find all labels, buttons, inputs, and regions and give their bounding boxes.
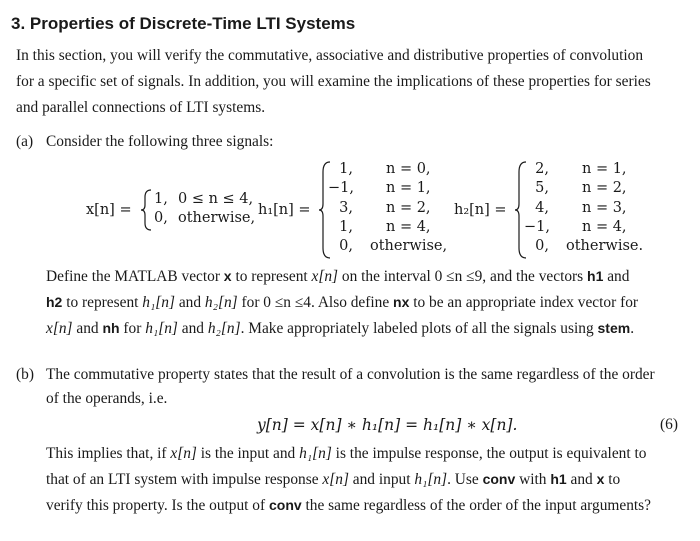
h2-brace-icon — [514, 160, 528, 260]
h1-case-2-cond: n = 1, — [386, 180, 431, 196]
h2-case-3-value: 4, — [535, 200, 549, 216]
h1-case-1-cond: n = 0, — [386, 161, 431, 177]
h1-case-5-value: 0, — [339, 238, 353, 254]
h2-case-1-value: 2, — [535, 161, 549, 177]
part-a-instructions-line-2: h2 to represent h₁[n] and h₂[n] for 0 ≤n ≤4. Also define nx to be an appropriate index vector for — [46, 294, 639, 311]
h2-case-5-value: 0, — [535, 238, 549, 254]
h1-case-3-value: 3, — [339, 200, 353, 216]
x-case-2-value: 0, — [154, 210, 168, 226]
h2-case-2-value: 5, — [535, 180, 549, 196]
h2-case-4-value: −1, — [524, 219, 550, 235]
section-heading: 3. Properties of Discrete-Time LTI Systems — [11, 14, 356, 33]
part-a-lead: Consider the following three signals: — [46, 133, 274, 150]
x-brace-icon — [140, 188, 154, 232]
code-nh: nh — [102, 320, 120, 336]
h1-case-1-value: 1, — [339, 161, 353, 177]
h2-case-3-cond: n = 3, — [582, 200, 627, 216]
x-case-1-value: 1, — [154, 191, 168, 207]
code-x-b: x — [596, 471, 605, 487]
x-lhs: x[n] = — [86, 202, 132, 218]
x-case-1-cond: 0 ≤ n ≤ 4, — [178, 191, 254, 207]
intro-line-1: In this section, you will verify the commutative, associative and distributive properties of convolution — [16, 47, 644, 64]
h1-lhs: h₁[n] = — [258, 202, 311, 218]
code-conv: conv — [482, 471, 516, 487]
code-stem: stem — [597, 320, 631, 336]
part-b-label: (b) — [16, 366, 34, 383]
part-a-label: (a) — [16, 133, 34, 150]
h1-case-4-value: 1, — [339, 219, 353, 235]
part-b-paragraph-line-3: verify this property. Is the output of conv the same regardless of the order of the input arguments? — [46, 497, 651, 514]
intro-line-3: and parallel connections of LTI systems. — [16, 99, 266, 116]
h2-case-2-cond: n = 2, — [582, 180, 627, 196]
code-conv-2: conv — [268, 497, 302, 513]
intro-line-2: for a specific set of signals. In addition, you will examine the implications of these properties for series — [16, 73, 651, 90]
h1-case-5-cond: otherwise, — [370, 238, 448, 254]
code-h1: h1 — [587, 268, 604, 284]
code-x: x — [223, 268, 232, 284]
h2-case-4-cond: n = 4, — [582, 219, 627, 235]
h1-brace-icon — [318, 160, 332, 260]
h2-case-5-cond: otherwise. — [566, 238, 644, 254]
equation-number: (6) — [660, 416, 678, 433]
h1-case-4-cond: n = 4, — [386, 219, 431, 235]
h1-case-2-value: −1, — [328, 180, 354, 196]
part-b-line-2: of the operands, i.e. — [46, 390, 168, 407]
h2-lhs: h₂[n] = — [454, 202, 507, 218]
part-a-instructions-line-3: x[n] and nh for h₁[n] and h₂[n]. Make appropriately labeled plots of all the signals using stem. — [46, 320, 635, 337]
h2-case-1-cond: n = 1, — [582, 161, 627, 177]
code-nx: nx — [393, 294, 410, 310]
part-b-paragraph-line-1: This implies that, if x[n] is the input and h₁[n] is the impulse response, the output is equivalent to — [46, 445, 647, 462]
part-b-line-1: The commutative property states that the result of a convolution is the same regardless of the order — [46, 366, 655, 383]
code-h2: h2 — [46, 294, 63, 310]
part-b-paragraph-line-2: that of an LTI system with impulse response x[n] and input h₁[n]. Use conv with h1 and x to — [46, 471, 621, 488]
equation-6: y[n] = x[n] ∗ h₁[n] = h₁[n] ∗ x[n]. — [257, 416, 518, 434]
code-h1-b: h1 — [550, 471, 567, 487]
x-case-2-cond: otherwise, — [178, 210, 256, 226]
part-a-instructions-line-1: Define the MATLAB vector x to represent x[n] on the interval 0 ≤n ≤9, and the vectors h1 and — [46, 268, 630, 285]
h1-case-3-cond: n = 2, — [386, 200, 431, 216]
